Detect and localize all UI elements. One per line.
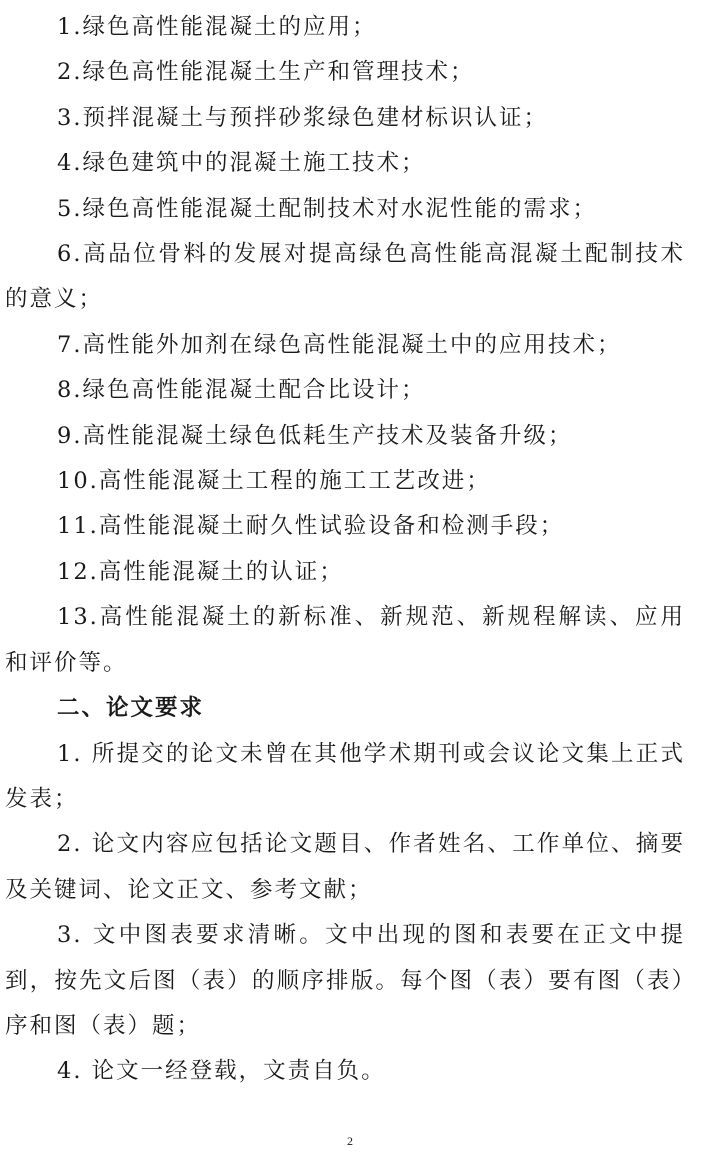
topic-item-12: 12.高性能混凝土的认证；	[57, 558, 344, 585]
topic-item-3: 3.预拌混凝土与预拌砂浆绿色建材标识认证；	[57, 104, 548, 131]
section-heading: 二、论文要求	[57, 695, 205, 722]
document-body	[5, 5, 685, 1095]
requirement-item-1: 1. 所提交的论文未曾在其他学术期刊或会议论文集上正式发表；	[5, 740, 685, 812]
topic-item-10: 10.高性能混凝土工程的施工工艺改进；	[57, 468, 491, 495]
requirement-item-4: 4. 论文一经登载，文责自负。	[57, 1058, 386, 1085]
topic-item-9: 9.高性能混凝土绿色低耗生产技术及装备升级；	[57, 422, 573, 449]
topic-item-6: 6.高品位骨料的发展对提高绿色高性能高混凝土配制技术的意义；	[5, 241, 685, 313]
topic-item-13: 13.高性能混凝土的新标准、新规范、新规程解读、应用和评价等。	[5, 604, 685, 676]
topic-item-2: 2.绿色高性能混凝土生产和管理技术；	[57, 59, 475, 86]
topic-item-11: 11.高性能混凝土耐久性试验设备和检测手段；	[57, 513, 565, 540]
topic-item-4: 4.绿色建筑中的混凝土施工技术；	[57, 150, 426, 177]
topic-item-5: 5.绿色高性能混凝土配制技术对水泥性能的需求；	[57, 195, 597, 222]
topic-item-8: 8.绿色高性能混凝土配合比设计；	[57, 377, 426, 404]
topic-item-7: 7.高性能外加剂在绿色高性能混凝土中的应用技术；	[57, 331, 622, 358]
topic-item-1: 1.绿色高性能混凝土的应用；	[57, 14, 377, 40]
requirement-item-2: 2. 论文内容应包括论文题目、作者姓名、工作单位、摘要及关键词、论文正文、参考文献；	[5, 831, 685, 903]
page-number: 2	[347, 1134, 353, 1148]
requirement-item-3: 3. 文中图表要求清晰。文中出现的图和表要在正文中提到，按先文后图（表）的顺序排版。每个图（表）要有图（表）序和图（表）题；	[5, 922, 685, 1039]
